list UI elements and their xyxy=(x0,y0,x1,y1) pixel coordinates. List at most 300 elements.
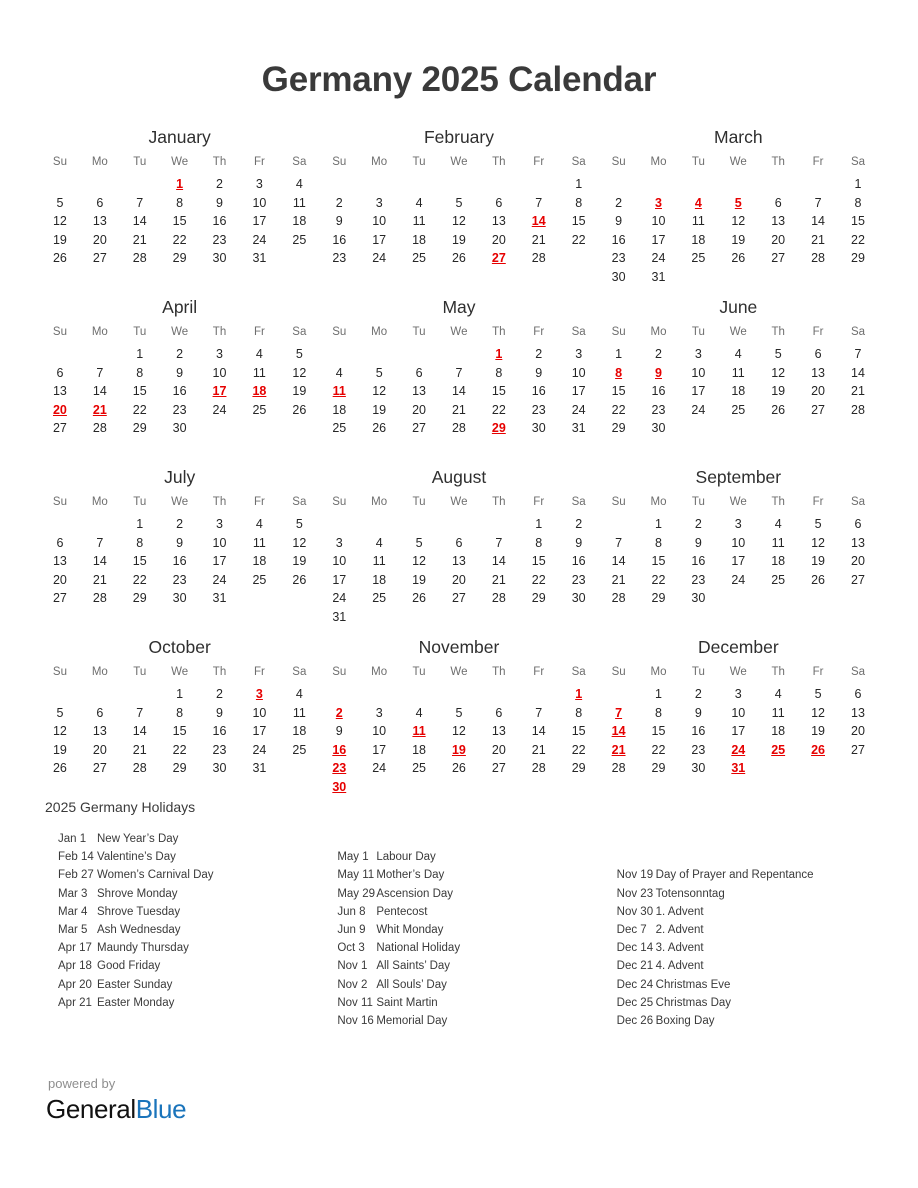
day-cell xyxy=(40,552,80,571)
day-number: 19 xyxy=(292,384,307,399)
day-number: 5 xyxy=(455,705,463,720)
day-cell xyxy=(519,194,559,213)
week-row xyxy=(319,778,598,797)
day-cell xyxy=(160,364,200,383)
weekday-header-su: Su xyxy=(332,495,347,508)
day-cell xyxy=(80,571,120,590)
logo-blue-text: Blue xyxy=(135,1094,187,1124)
day-number: 24 xyxy=(651,251,666,266)
month-table xyxy=(319,667,598,797)
day-number: 28 xyxy=(531,761,546,776)
day-cell xyxy=(359,589,399,608)
day-cell xyxy=(200,515,240,534)
week-row xyxy=(319,589,598,608)
day-cell xyxy=(40,589,80,608)
day-cell xyxy=(319,552,359,571)
month-table xyxy=(599,157,878,287)
weekday-header-sa: Sa xyxy=(850,325,866,338)
day-number: 19 xyxy=(372,402,387,417)
day-cell xyxy=(678,571,718,590)
day-cell xyxy=(758,401,798,420)
day-cell xyxy=(160,571,200,590)
day-cell xyxy=(40,382,80,401)
day-cell xyxy=(678,759,718,778)
day-number: 25 xyxy=(292,742,307,757)
empty-day-cell xyxy=(439,175,479,194)
weekday-header-tu: Tu xyxy=(133,325,147,338)
day-number: 19 xyxy=(451,742,466,757)
week-row xyxy=(599,685,878,704)
holiday-date: Nov 30 xyxy=(616,905,654,918)
day-number: 18 xyxy=(691,232,706,247)
day-cell xyxy=(399,212,439,231)
day-cell xyxy=(239,212,279,231)
empty-day-cell xyxy=(439,345,479,364)
day-number: 5 xyxy=(774,347,782,362)
quarter-row xyxy=(40,639,878,809)
day-cell xyxy=(599,401,639,420)
empty-day-cell xyxy=(279,589,319,608)
day-number: 26 xyxy=(451,761,466,776)
day-number: 16 xyxy=(611,232,626,247)
day-cell xyxy=(758,685,798,704)
day-cell xyxy=(798,345,838,364)
day-cell xyxy=(160,741,200,760)
holiday-date: Feb 14 xyxy=(58,851,94,864)
holiday-date: Dec 14 xyxy=(616,942,654,955)
day-cell xyxy=(599,759,639,778)
holiday-name: 4. Advent xyxy=(655,960,704,973)
day-number: 18 xyxy=(771,724,786,739)
empty-day-cell xyxy=(479,608,519,627)
day-cell xyxy=(120,382,160,401)
day-number: 21 xyxy=(491,572,506,587)
holiday-date: Apr 18 xyxy=(58,960,92,973)
day-number: 17 xyxy=(252,724,267,739)
week-row xyxy=(599,589,878,608)
empty-day-cell xyxy=(758,589,798,608)
day-number: 11 xyxy=(372,554,386,569)
day-cell xyxy=(40,194,80,213)
day-number: 21 xyxy=(132,232,147,247)
day-number: 8 xyxy=(176,195,184,210)
day-number: 25 xyxy=(731,402,746,417)
day-cell xyxy=(838,382,878,401)
day-cell xyxy=(559,589,599,608)
day-cell xyxy=(120,759,160,778)
day-number: 5 xyxy=(814,687,822,702)
day-number: 27 xyxy=(851,572,865,587)
day-cell xyxy=(678,552,718,571)
holiday-name: 1. Advent xyxy=(655,905,704,918)
day-cell xyxy=(200,552,240,571)
day-number: 26 xyxy=(372,421,387,436)
month-block-august xyxy=(319,469,598,639)
day-cell xyxy=(479,401,519,420)
weekday-header-sa: Sa xyxy=(292,155,307,168)
empty-day-cell xyxy=(80,515,120,534)
weekday-header-su: Su xyxy=(332,325,347,338)
holiday-day-cell xyxy=(239,685,279,704)
day-number: 9 xyxy=(694,705,702,720)
day-number: 10 xyxy=(372,724,387,739)
day-number: 24 xyxy=(571,402,586,417)
day-number: 3 xyxy=(575,347,583,362)
day-number: 12 xyxy=(292,365,307,380)
day-cell xyxy=(838,571,878,590)
footer-branding xyxy=(46,1077,186,1122)
day-number: 10 xyxy=(731,535,746,550)
month-table xyxy=(40,327,319,438)
day-cell xyxy=(838,249,878,268)
holiday-list-item xyxy=(40,903,319,921)
empty-day-cell xyxy=(239,419,279,438)
day-number: 1 xyxy=(176,687,184,702)
day-number: 18 xyxy=(252,554,267,569)
day-number: 17 xyxy=(372,232,387,247)
empty-day-cell xyxy=(319,345,359,364)
day-number: 15 xyxy=(531,554,546,569)
day-cell xyxy=(599,419,639,438)
day-cell xyxy=(758,722,798,741)
day-cell xyxy=(200,722,240,741)
day-number: 15 xyxy=(571,214,586,229)
day-cell xyxy=(279,382,319,401)
day-cell xyxy=(359,552,399,571)
day-cell xyxy=(798,552,838,571)
weekday-header-sa: Sa xyxy=(292,495,307,508)
day-cell xyxy=(399,249,439,268)
holiday-name: Day of Prayer and Repentance xyxy=(655,869,814,882)
day-number: 18 xyxy=(412,742,426,757)
day-cell xyxy=(279,685,319,704)
day-number: 25 xyxy=(771,742,786,757)
holiday-date: Dec 21 xyxy=(616,960,654,973)
week-row xyxy=(40,571,319,590)
day-number: 15 xyxy=(172,214,187,229)
day-cell xyxy=(758,552,798,571)
day-cell xyxy=(200,759,240,778)
day-number: 27 xyxy=(491,761,506,776)
holiday-list-item xyxy=(40,976,319,994)
holiday-date: May 11 xyxy=(337,869,375,882)
day-number: 8 xyxy=(176,705,184,720)
holiday-list-item xyxy=(599,976,878,994)
day-cell xyxy=(279,401,319,420)
day-number: 1 xyxy=(495,347,503,362)
day-number: 4 xyxy=(415,705,423,720)
day-number: 11 xyxy=(691,214,705,229)
weekday-header-sa: Sa xyxy=(292,325,307,338)
weekday-header-row xyxy=(40,157,319,176)
day-number: 9 xyxy=(176,365,184,380)
day-cell xyxy=(120,212,160,231)
week-row xyxy=(40,194,319,213)
weekday-header-mo: Mo xyxy=(371,495,388,508)
day-cell xyxy=(200,249,240,268)
day-number: 26 xyxy=(412,591,426,606)
week-row xyxy=(319,704,598,723)
day-cell xyxy=(758,382,798,401)
day-number: 13 xyxy=(52,554,67,569)
holiday-date: Nov 11 xyxy=(337,996,373,1009)
day-cell xyxy=(639,534,679,553)
day-cell xyxy=(319,249,359,268)
day-cell xyxy=(80,552,120,571)
day-number: 16 xyxy=(212,724,227,739)
day-cell xyxy=(758,345,798,364)
empty-day-cell xyxy=(718,589,758,608)
day-number: 11 xyxy=(771,705,785,720)
day-cell xyxy=(559,741,599,760)
day-cell xyxy=(758,534,798,553)
week-row xyxy=(599,401,878,420)
empty-day-cell xyxy=(439,685,479,704)
empty-day-cell xyxy=(639,175,679,194)
day-number: 4 xyxy=(774,687,782,702)
day-cell xyxy=(678,722,718,741)
day-cell xyxy=(479,212,519,231)
day-number: 10 xyxy=(212,365,227,380)
day-cell xyxy=(798,722,838,741)
weekday-header-fr: Fr xyxy=(533,155,545,168)
day-cell xyxy=(120,194,160,213)
day-number: 1 xyxy=(575,177,583,192)
day-number: 9 xyxy=(535,365,543,380)
month-table xyxy=(599,497,878,608)
day-number: 21 xyxy=(811,232,825,247)
day-number: 28 xyxy=(611,591,626,606)
day-number: 28 xyxy=(92,591,107,606)
day-number: 4 xyxy=(774,517,782,532)
day-number: 14 xyxy=(811,214,825,229)
day-cell xyxy=(279,231,319,250)
day-number: 31 xyxy=(571,421,586,436)
day-cell xyxy=(559,722,599,741)
day-number: 10 xyxy=(332,554,347,569)
day-cell xyxy=(838,685,878,704)
day-number: 13 xyxy=(851,535,865,550)
weekday-header-sa: Sa xyxy=(571,495,586,508)
weekday-header-th: Th xyxy=(771,325,785,338)
week-row xyxy=(40,534,319,553)
empty-day-cell xyxy=(758,759,798,778)
empty-day-cell xyxy=(399,175,439,194)
weekday-header-row xyxy=(319,327,598,346)
week-row xyxy=(599,249,878,268)
day-number: 5 xyxy=(295,347,303,362)
weekday-header-fr: Fr xyxy=(253,495,265,508)
day-cell xyxy=(239,759,279,778)
day-number: 5 xyxy=(455,195,463,210)
day-cell xyxy=(200,231,240,250)
holiday-column xyxy=(40,830,319,1030)
day-number: 1 xyxy=(854,177,862,192)
day-cell xyxy=(758,194,798,213)
empty-day-cell xyxy=(599,685,639,704)
day-cell xyxy=(279,552,319,571)
day-number: 23 xyxy=(691,742,706,757)
holiday-list-item xyxy=(40,957,319,975)
day-cell xyxy=(479,704,519,723)
day-number: 29 xyxy=(851,251,865,266)
weekday-header-mo: Mo xyxy=(650,665,667,678)
day-number: 29 xyxy=(611,421,626,436)
empty-day-cell xyxy=(718,175,758,194)
day-cell xyxy=(639,268,679,287)
weekday-header-tu: Tu xyxy=(691,325,705,338)
holiday-date: Dec 7 xyxy=(616,923,647,936)
holiday-list-item xyxy=(599,957,878,975)
day-cell xyxy=(439,722,479,741)
empty-day-cell xyxy=(599,515,639,534)
day-cell xyxy=(838,345,878,364)
day-number: 28 xyxy=(132,761,147,776)
empty-day-cell xyxy=(399,515,439,534)
holiday-day-cell xyxy=(678,194,718,213)
day-number: 17 xyxy=(212,384,227,399)
empty-day-cell xyxy=(479,175,519,194)
day-cell xyxy=(639,345,679,364)
holiday-name: Saint Martin xyxy=(376,996,438,1009)
week-row xyxy=(40,345,319,364)
day-cell xyxy=(160,212,200,231)
empty-day-cell xyxy=(399,345,439,364)
day-cell xyxy=(160,231,200,250)
week-row xyxy=(40,175,319,194)
day-cell xyxy=(479,722,519,741)
weekday-header-sa: Sa xyxy=(850,665,866,678)
weekday-header-su: Su xyxy=(52,665,67,678)
day-cell xyxy=(439,364,479,383)
empty-day-cell xyxy=(838,589,878,608)
week-row xyxy=(319,345,598,364)
empty-day-cell xyxy=(798,268,838,287)
day-cell xyxy=(718,515,758,534)
day-number: 20 xyxy=(851,724,865,739)
empty-day-cell xyxy=(319,685,359,704)
week-row xyxy=(319,571,598,590)
day-cell xyxy=(439,759,479,778)
holiday-date: Dec 26 xyxy=(616,1014,654,1027)
day-number: 20 xyxy=(52,572,67,587)
day-number: 29 xyxy=(172,251,187,266)
day-number: 3 xyxy=(216,347,223,362)
logo-general-text: General xyxy=(46,1094,136,1124)
day-number: 7 xyxy=(136,705,144,720)
day-cell xyxy=(239,194,279,213)
day-number: 9 xyxy=(694,535,702,550)
day-cell xyxy=(639,759,679,778)
page-title: Germany 2025 Calendar xyxy=(261,60,657,99)
week-row xyxy=(319,382,598,401)
day-cell xyxy=(838,515,878,534)
day-number: 2 xyxy=(216,177,223,192)
day-number: 23 xyxy=(212,232,227,247)
day-cell xyxy=(678,589,718,608)
weekday-header-tu: Tu xyxy=(412,495,426,508)
day-cell xyxy=(678,704,718,723)
holiday-list-item xyxy=(319,921,598,939)
day-cell xyxy=(758,249,798,268)
day-number: 26 xyxy=(811,572,825,587)
day-cell xyxy=(80,212,120,231)
day-number: 25 xyxy=(412,761,426,776)
day-number: 1 xyxy=(575,687,583,702)
day-cell xyxy=(798,704,838,723)
empty-day-cell xyxy=(798,175,838,194)
day-cell xyxy=(718,685,758,704)
holiday-date: Nov 23 xyxy=(616,887,654,900)
day-number: 30 xyxy=(212,761,227,776)
day-number: 7 xyxy=(136,195,144,210)
holiday-day-cell xyxy=(479,345,519,364)
day-cell xyxy=(80,249,120,268)
week-row xyxy=(319,759,598,778)
holiday-day-cell xyxy=(160,175,200,194)
day-number: 19 xyxy=(811,724,825,739)
weekday-header-we: We xyxy=(450,665,468,678)
month-table xyxy=(319,157,598,268)
day-cell xyxy=(678,382,718,401)
weekday-header-row xyxy=(319,157,598,176)
day-number: 14 xyxy=(491,554,506,569)
day-cell xyxy=(399,589,439,608)
week-row xyxy=(40,382,319,401)
empty-day-cell xyxy=(678,419,718,438)
day-number: 15 xyxy=(132,384,147,399)
holiday-name: Easter Monday xyxy=(97,996,175,1009)
day-number: 21 xyxy=(531,232,546,247)
day-cell xyxy=(80,231,120,250)
week-row xyxy=(599,741,878,760)
empty-day-cell xyxy=(120,175,160,194)
holiday-name: Christmas Day xyxy=(655,996,732,1009)
day-cell xyxy=(439,419,479,438)
day-number: 14 xyxy=(531,214,546,229)
day-number: 15 xyxy=(651,554,666,569)
day-cell xyxy=(160,249,200,268)
empty-day-cell xyxy=(399,685,439,704)
day-cell xyxy=(239,534,279,553)
day-cell xyxy=(239,571,279,590)
holiday-date: Feb 27 xyxy=(58,869,94,882)
week-row xyxy=(40,685,319,704)
weekday-header-we: We xyxy=(729,325,747,338)
day-number: 11 xyxy=(292,195,306,210)
day-number: 20 xyxy=(451,572,466,587)
day-number: 19 xyxy=(292,554,307,569)
holiday-day-cell xyxy=(718,759,758,778)
weekday-header-mo: Mo xyxy=(371,325,388,338)
empty-day-cell xyxy=(200,419,240,438)
day-cell xyxy=(319,212,359,231)
day-number: 8 xyxy=(136,535,144,550)
day-cell xyxy=(718,722,758,741)
day-cell xyxy=(798,685,838,704)
week-row xyxy=(40,401,319,420)
holiday-date: Oct 3 xyxy=(337,942,365,955)
day-number: 24 xyxy=(372,251,387,266)
day-cell xyxy=(838,175,878,194)
empty-day-cell xyxy=(559,249,599,268)
day-cell xyxy=(200,364,240,383)
day-cell xyxy=(599,382,639,401)
day-cell xyxy=(439,571,479,590)
day-number: 12 xyxy=(52,724,67,739)
weekday-header-su: Su xyxy=(52,155,67,168)
day-cell xyxy=(319,589,359,608)
